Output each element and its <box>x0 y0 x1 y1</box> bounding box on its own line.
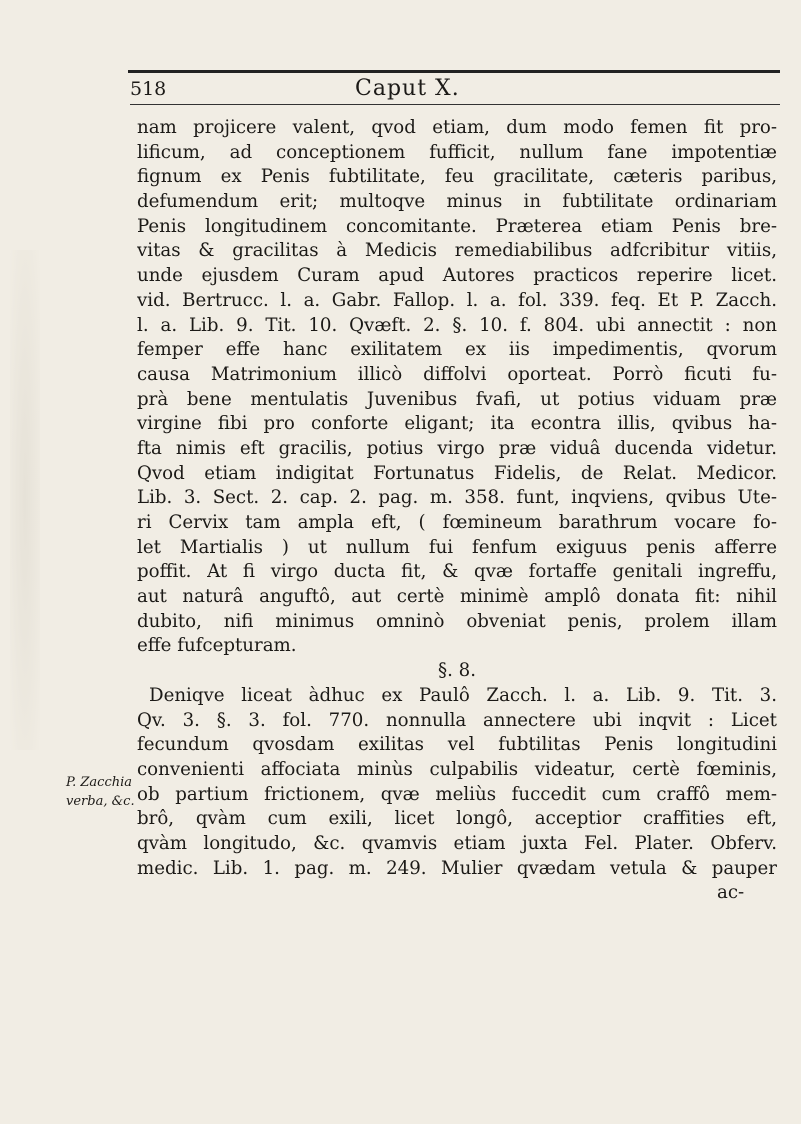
text-line: nam projicere valent, qvod etiam, dum modo femen fit pro- <box>137 117 777 138</box>
text-line: Qvod etiam indigitat Fortunatus Fidelis, de Relat. Medicor. <box>137 462 777 484</box>
text-line: prà bene mentulatis Juvenibus fvafi, ut potius viduam præ <box>137 388 777 410</box>
text-line: l. a. Lib. 9. Tit. 10. Qvæft. 2. §. 10. f. 804. ubi annectit : non <box>137 314 777 336</box>
text-line: ri Cervix tam ampla eft, ( fœmineum barathrum vocare fo- <box>137 512 777 533</box>
text-line: poffit. At fi virgo ducta fit, & qvæ fortaffe genitali ingreffu, <box>137 561 777 583</box>
text-body <box>137 116 777 906</box>
text-line: aut naturâ anguftô, aut certè minimè amplô donata fit: nihil <box>137 586 777 608</box>
text-line: fecundum qvosdam exilitas vel fubtilitas Penis longitudini <box>137 734 777 756</box>
text-line: causa Matrimonium illicò diffolvi oporteat. Porrò ficuti fu- <box>137 363 777 385</box>
text-line: vitas & gracilitas à Medicis remediabilibus adfcribitur vitiis, <box>137 240 777 262</box>
page-stain <box>10 250 40 750</box>
text-line: brô, qvàm cum exili, licet longô, acceptior craffities eft, <box>137 808 777 830</box>
margin-note-line: P. Zacchia <box>66 775 133 790</box>
text-line: medic. Lib. 1. pag. m. 249. Mulier qvædam vetula & pauper <box>137 857 777 879</box>
text-line: Deniqve liceat àdhuc ex Paulô Zacch. l. a. Lib. 9. Tit. 3. <box>149 684 777 706</box>
text-line: lificum, ad conceptionem fufficit, nullum fane impotentiæ <box>137 141 777 163</box>
text-line: ob partium frictionem, qvæ meliùs fuccedit cum craffô mem- <box>137 783 777 805</box>
text-line: fta nimis eft gracilis, potius virgo præ viduâ ducenda videtur. <box>137 437 777 459</box>
page-header <box>130 74 780 104</box>
text-line: femper effe hanc exilitatem ex iis impedimentis, qvorum <box>137 339 777 361</box>
running-head: Caput X. <box>355 76 460 101</box>
text-line: vid. Bertrucc. l. a. Gabr. Fallop. l. a. fol. 339. feq. Et P. Zacch. <box>137 289 777 311</box>
section-number: §. 8. <box>437 660 476 682</box>
text-line: Penis longitudinem concomitante. Præterea etiam Penis bre- <box>137 215 777 237</box>
text-line: defumendum erit; multoqve minus in fubtilitate ordinariam <box>137 191 777 213</box>
text-line: dubito, nifi minimus omninò obveniat penis, prolem illam <box>137 610 777 632</box>
page-number: 518 <box>130 78 167 100</box>
text-line: effe fufcepturam. <box>137 635 297 657</box>
text-line: let Martialis ) ut nullum fui fenfum exiguus penis afferre <box>137 536 777 558</box>
text-line: qvàm longitudo, &c. qvamvis etiam juxta Fel. Plater. Obferv. <box>137 832 777 854</box>
text-line: Lib. 3. Sect. 2. cap. 2. pag. m. 358. funt, inqviens, qvibus Ute- <box>137 487 777 509</box>
header-rule <box>130 104 780 105</box>
margin-note-line: verba, &c. <box>66 794 135 809</box>
top-border-rule <box>128 70 780 73</box>
text-line: virgine fibi pro conforte eligant; ita econtra illis, qvibus ha- <box>137 413 777 435</box>
text-line: unde ejusdem Curam apud Autores practicos reperire licet. <box>137 265 777 287</box>
text-line: fignum ex Penis fubtilitate, feu gracilitate, cæteris paribus, <box>137 166 777 188</box>
catchword: ac- <box>717 882 745 904</box>
margin-note <box>66 773 135 811</box>
text-line: Qv. 3. §. 3. fol. 770. nonnulla annectere ubi inqvit : Licet <box>137 709 777 731</box>
text-line: convenienti affociata minùs culpabilis videatur, certè fœminis, <box>137 758 777 780</box>
